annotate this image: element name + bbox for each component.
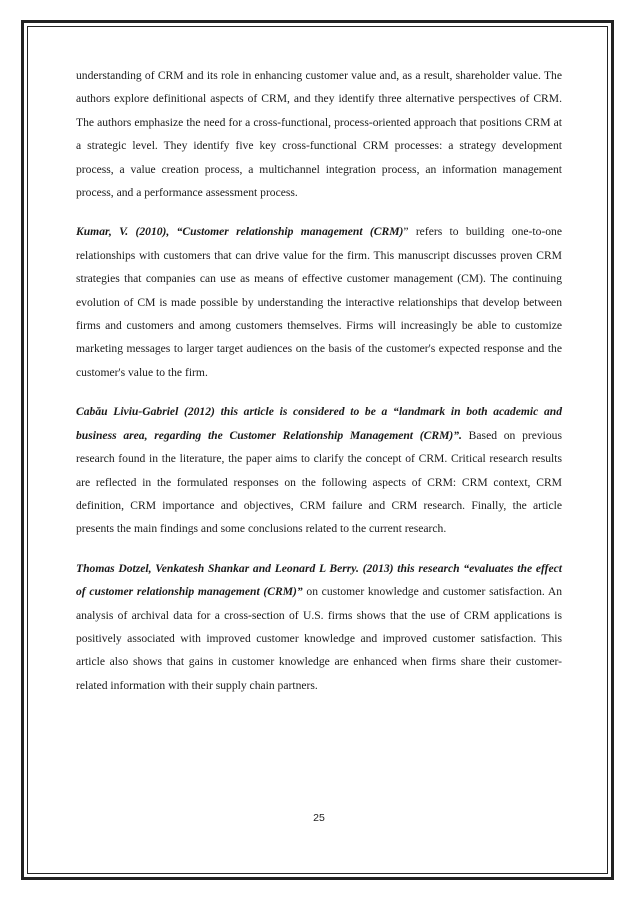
page-number: 25 (313, 812, 325, 824)
paragraph-body: Based on previous research found in the literature, the paper aims to clarify the concept of CRM. Critical research results are reflected in the formulated responses on the following aspects of CRM: CRM context, CRM definition, CRM importance and objectives, CRM failure and CRM research. Finally, the article presents the main findings and some conclusions related to the current research. (76, 428, 562, 536)
paragraph-body: on customer knowledge and customer satisfaction. An analysis of archival data for a cross-section of U.S. firms shows that the use of CRM applications is positively associated with improved customer knowledge and improved customer satisfaction. This article also shows that gains in customer knowledge are enhanced when firms share their customer-related information with their supply chain partners. (76, 585, 562, 692)
paragraph-cabau (76, 400, 562, 540)
paragraph-dotzel (76, 557, 562, 697)
paragraph-body: ” refers to building one-to-one relationships with customers that can drive value for the firm. This manuscript discusses proven CRM strategies that companies can use as means of effective customer management (CM). The continuing evolution of CM is made possible by understanding the interactive relationships that develop between firms and customers and among customers themselves. Firms will increasingly be able to customize marketing messages to larger target audiences on the basis of the customer's expected response and the customer's value to the firm. (76, 225, 562, 379)
reference-lead: Kumar, V. (2010), “Customer relationship management (CRM) (76, 225, 404, 239)
document-body (76, 64, 562, 713)
paragraph-crm-understanding (76, 64, 562, 204)
paragraph-body: understanding of CRM and its role in enhancing customer value and, as a result, shareholder value. The authors explore definitional aspects of CRM, and they identify three alternative perspectives of CRM. The authors emphasize the need for a cross-functional, process-oriented approach that positions CRM at a strategic level. They identify five key cross-functional CRM processes: a strategy development process, a value creation process, a multichannel integration process, an information management process, and a performance assessment process. (76, 69, 562, 200)
paragraph-kumar (76, 220, 562, 384)
reference-lead: Thomas Dotzel, Venkatesh Shankar and Leonard L Berry. (2013) this research “evaluates the effect of customer relationship management (CRM)” (76, 561, 562, 599)
reference-lead: Cabău Liviu-Gabriel (2012) this article is considered to be a “landmark in both academic and business area, regarding the Customer Relationship Management (CRM)”. (76, 405, 562, 442)
